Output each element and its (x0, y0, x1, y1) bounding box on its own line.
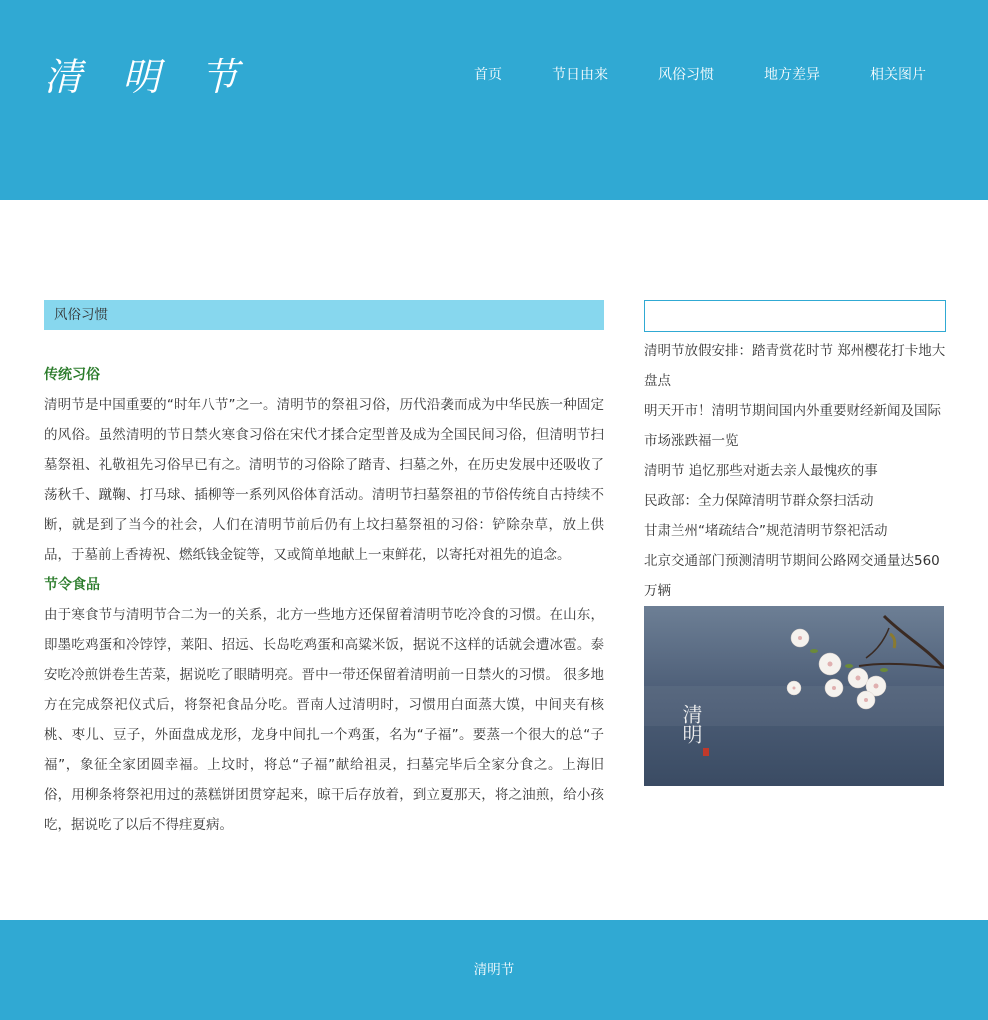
section-text-food: 由于寒食节与清明节合二为一的关系，北方一些地方还保留着清明节吃冷食的习惯。在山东，即墨吃鸡蛋和冷饽饽，莱阳、招远、长岛吃鸡蛋和高粱米饭，据说不这样的话就会遭冰雹。泰安吃冷煎饼卷生苦菜，据说吃了眼睛明亮。晋中一带还保留着清明前一日禁火的习惯。 很多地方在完成祭祀仪式后，将祭祀食品分吃。晋南人过清明时，习惯用白面蒸大馍，中间夹有核桃、枣儿、豆子，外面盘成龙形，龙身中间扎一个鸡蛋，名为“子福”。要蒸一个很大的总“子福”，象征全家团圆幸福。上坟时，将总“子福”献给祖灵，扫墓完毕后全家分食之。上海旧俗，用柳条将祭祀用过的蒸糕饼团贯穿起来，晾干后存放着，到立夏那天，将之油煎，给小孩吃，据说吃了以后不得疰夏病。 (44, 607, 604, 833)
footer-text: 清明节 (473, 962, 515, 978)
news-item[interactable]: 清明节 追忆那些对逝去亲人最愧疚的事 (644, 463, 878, 479)
main-nav (474, 66, 948, 84)
site-logo[interactable]: 清 明 节 (44, 55, 253, 99)
red-seal-stamp (703, 748, 709, 756)
section-title-bar: 风俗习惯 (44, 300, 604, 330)
site-footer (0, 920, 988, 1020)
article-body (44, 360, 604, 840)
image-caption: 清明 (679, 704, 703, 744)
news-list (644, 336, 946, 606)
section-text-traditions: 清明节是中国重要的“时年八节”之一。清明节的祭祖习俗，历代沿袭而成为中华民族一种固定的风俗。虽然清明的节日禁火寒食习俗在宋代才揉合定型普及成为全国民间习俗，但清明节扫墓祭祖、礼敬祖先习俗早已有之。清明节的习俗除了踏青、扫墓之外，在历史发展中还吸收了荡秋千、蹴鞠、打马球、插柳等一系列风俗体育活动。清明节扫墓祭祖的节俗传统自古持续不断，就是到了当今的社会，人们在清明节前后仍有上坟扫墓祭祖的习俗：铲除杂草，放上供品，于墓前上香祷祝、燃纸钱金锭等，又或简单地献上一束鲜花，以寄托对祖先的追念。 (44, 397, 604, 563)
section-heading-food: 节令食品 (44, 577, 100, 593)
nav-item-customs[interactable]: 风俗习惯 (658, 67, 714, 83)
news-item[interactable]: 清明节放假安排：踏青赏花时节 郑州樱花打卡地大盘点 (644, 343, 946, 389)
cherry-blossom-branch-illustration (644, 606, 944, 786)
news-item[interactable]: 明天开市！清明节期间国内外重要财经新闻及国际市场涨跌福一览 (644, 403, 941, 449)
news-item[interactable]: 民政部：全力保障清明节群众祭扫活动 (644, 493, 874, 509)
nav-item-home[interactable]: 首页 (474, 67, 502, 83)
news-item[interactable]: 北京交通部门预测清明节期间公路网交通量达560万辆 (644, 553, 940, 599)
sidebar (644, 300, 946, 786)
news-item[interactable]: 甘肃兰州“堵疏结合”规范清明节祭祀活动 (644, 523, 888, 539)
qingming-blossom-image (644, 606, 944, 786)
nav-item-origin[interactable]: 节日由来 (552, 67, 608, 83)
nav-item-regional[interactable]: 地方差异 (764, 67, 820, 83)
search-input[interactable] (644, 300, 946, 332)
site-header (0, 0, 988, 200)
section-heading-traditions: 传统习俗 (44, 367, 100, 383)
nav-item-pictures[interactable]: 相关图片 (870, 67, 926, 83)
main-content (44, 300, 604, 840)
